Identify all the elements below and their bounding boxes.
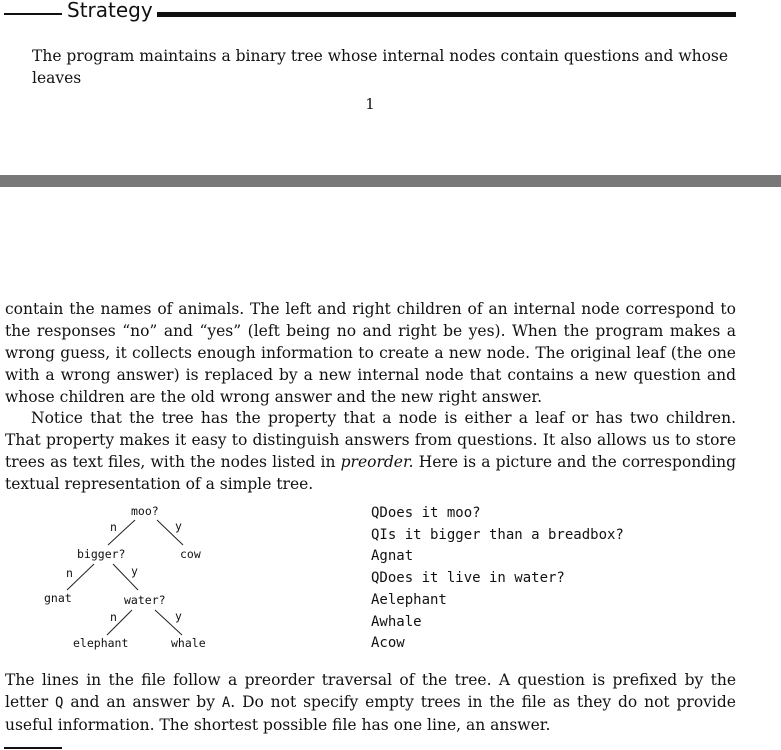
tree-node-cow: cow	[180, 547, 201, 561]
edge-label-yes: y	[131, 564, 138, 578]
edge-label-yes: y	[175, 519, 182, 533]
file-line: QDoes it moo?	[371, 505, 481, 521]
file-line: Awhale	[371, 613, 422, 630]
page-number: 1	[365, 95, 375, 113]
tree-node-water: water?	[124, 593, 166, 607]
page-separator	[0, 175, 781, 187]
preorder-emphasis: preorder.	[340, 453, 414, 471]
edge-label-no: n	[66, 566, 73, 580]
tree-node-gnat: gnat	[44, 591, 72, 605]
next-heading-rule	[4, 747, 62, 749]
tree-node-bigger: bigger?	[77, 547, 126, 561]
a-prefix: A	[221, 695, 231, 711]
file-line: Agnat	[371, 548, 414, 565]
heading-rule-right	[157, 12, 736, 17]
paragraph-file-format	[5, 669, 736, 736]
edge-label-no: n	[110, 520, 117, 534]
edge-label-no: n	[110, 610, 117, 624]
file-line: Acow	[371, 635, 405, 652]
file-line: QDoes it live in water?	[371, 570, 565, 587]
tree-node-elephant: elephant	[73, 636, 129, 650]
edge-label-yes: y	[175, 609, 182, 623]
paragraph-preorder-text-2: Here is a picture and the corresponding textual representation of a simple tree.	[5, 453, 736, 493]
file-format-text-3: . Do not specify empty trees in the file as they do not provide useful information. The shortest possible file has one line, an answer.	[5, 693, 736, 734]
file-format-text-2: and an answer by	[63, 693, 222, 711]
paragraph-tree-description: contain the names of animals. The left and right children of an internal node correspond to the responses “no” and “yes” (left being no and right be yes). When the program makes a wrong guess, it collects enough information to create a new node. The original leaf (the one with a wrong answer) is replaced by a new internal node that contains a new question and whose children are the old wrong answer and the new right answer.	[5, 300, 736, 406]
file-format-text-1: The lines in the file follow a preorder traversal of the tree. A question is prefixed by the letter	[5, 671, 736, 711]
file-line: Aelephant	[371, 591, 447, 608]
tree-node-moo: moo?	[131, 504, 159, 518]
tree-node-whale: whale	[171, 636, 206, 650]
file-line: QIs it bigger than a breadbox?	[371, 526, 624, 543]
page1-text-line: The program maintains a binary tree whose internal nodes contain questions and whose leaves	[32, 47, 729, 87]
heading-rule-left	[4, 13, 62, 15]
paragraph-preorder-text-1: Notice that the tree has the property that a node is either a leaf or has two children. That property makes it easy to distinguish answers from questions. It also allows us to store trees as text files, with the nodes listed in	[5, 409, 736, 471]
file-listing	[371, 503, 624, 655]
section-heading: Strategy	[67, 0, 153, 22]
paragraph-preorder	[5, 407, 736, 495]
q-prefix: Q	[55, 695, 64, 711]
tree-diagram	[0, 500, 360, 660]
